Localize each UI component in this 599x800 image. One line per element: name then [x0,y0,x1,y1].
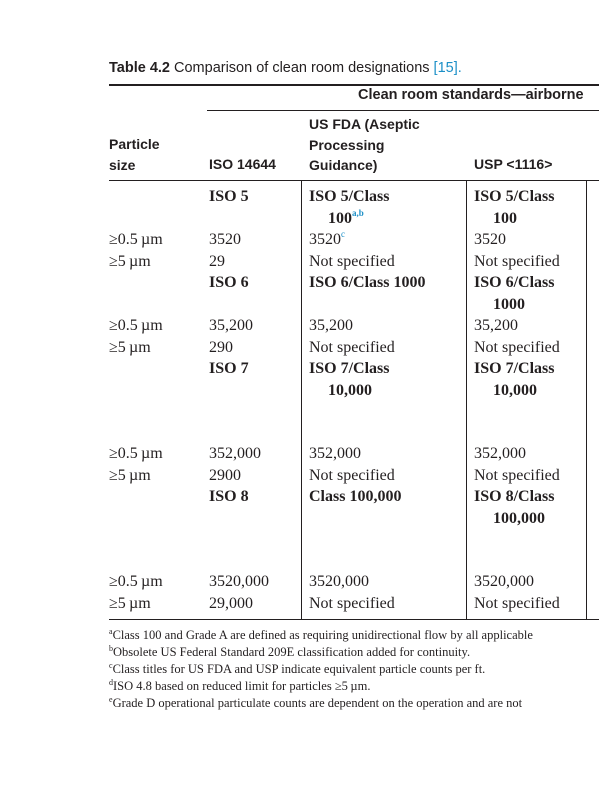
table-number: Table 4.2 [109,60,170,76]
footnote-mark: c [109,661,113,670]
column-divider-fda [301,181,302,619]
fda-class-label [309,358,389,401]
label-line: 100 [493,209,517,227]
footnote-mark: a [109,627,113,636]
column-header-particle-size [109,134,160,175]
label-line: 100,000 [493,509,545,527]
top-rule [109,84,599,86]
column-header-iso [209,154,276,175]
particle-size-cell: ≥5 µm [109,595,151,612]
header-bottom-rule [109,180,599,181]
label-line: 1000 [493,295,525,313]
header-line: USP <1116> [474,156,553,172]
fda-count-cell: Not specified [309,467,395,484]
usp-count-cell: 35,200 [474,317,518,334]
iso-class-label: ISO 5 [209,188,249,205]
fda-class-label [309,486,401,508]
particle-size-cell: ≥5 µm [109,339,151,356]
iso-class-label: ISO 6 [209,274,249,291]
label-line: ISO 6/Class [474,274,555,291]
label-line: ISO 5/Class [474,188,555,205]
iso-count-cell: 3520 [209,231,241,248]
particle-size-cell: ≥0.5 µm [109,317,163,334]
usp-count-cell: Not specified [474,595,560,612]
footnote-text: ISO 4.8 based on reduced limit for particles ≥5 µm. [113,679,371,693]
label-line: ISO 5/Class [309,188,390,205]
footnote [109,696,522,710]
fda-count-cell: 352,000 [309,445,361,462]
iso-count-cell: 29,000 [209,595,253,612]
column-header-fda [309,114,420,176]
footnote-ref[interactable]: a,b [352,207,364,218]
usp-count-cell: 352,000 [474,445,526,462]
column-header-usp [474,154,552,175]
label-line: 10,000 [493,381,537,399]
particle-size-cell: ≥5 µm [109,467,151,484]
usp-class-label [474,486,554,529]
usp-class-label [474,272,554,315]
column-divider-next [586,181,587,619]
footnote-text: Class 100 and Grade A are defined as requiring unidirectional flow by all applicable [112,628,533,642]
citation-link[interactable]: [15]. [433,60,462,76]
footnote-text: Class titles for US FDA and USP indicate equivalent particle counts per ft. [112,662,486,676]
iso-count-cell: 352,000 [209,445,261,462]
usp-count-cell: 3520,000 [474,573,534,590]
footnote-mark: b [109,644,113,653]
table-bottom-rule [109,619,599,620]
footnote [109,645,470,659]
usp-class-label [474,358,554,401]
usp-count-cell: 3520 [474,231,506,248]
header-line: size [109,156,136,173]
label-line: ISO 8/Class [474,488,555,505]
footnote [109,628,533,642]
label-text: 100 [328,209,352,227]
header-line: ISO 14644 [209,156,276,172]
label-line [309,208,389,230]
group-header: Clean room standards—airborne [358,87,584,103]
label-line: ISO 7/Class [309,360,390,377]
fda-count-cell [309,229,345,251]
iso-count-cell: 35,200 [209,317,253,334]
header-line: US FDA (Aseptic [309,116,420,132]
footnote [109,662,485,676]
header-line: Processing [309,136,385,153]
iso-count-cell: 290 [209,339,233,356]
footnote-mark: d [109,678,113,687]
particle-size-cell: ≥0.5 µm [109,231,163,248]
label-line: Class 100,000 [309,488,402,505]
fda-count-cell: Not specified [309,595,395,612]
footnote [109,679,370,693]
fda-count-cell: 35,200 [309,317,353,334]
footnote-text: Grade D operational particulate counts are dependent on the operation and are not [112,696,523,710]
iso-class-label: ISO 7 [209,360,249,377]
footnote-text: Obsolete US Federal Standard 209E classification added for continuity. [113,645,471,659]
iso-count-cell: 29 [209,253,225,270]
iso-class-label: ISO 8 [209,488,249,505]
header-line: Guidance) [309,157,378,173]
footnote-mark: e [109,695,113,704]
fda-class-label [309,272,425,294]
label-line: 10,000 [328,381,372,399]
fda-count-cell: Not specified [309,253,395,270]
footnote-ref[interactable]: c [341,229,345,239]
fda-class-label [309,186,389,229]
table-caption [109,60,462,76]
usp-count-cell: Not specified [474,467,560,484]
iso-count-cell: 3520,000 [209,573,269,590]
fda-count-cell: 3520,000 [309,573,369,590]
header-line: Particle [109,136,160,152]
label-line: ISO 7/Class [474,360,555,377]
group-header-rule [207,110,599,111]
table-title: Comparison of clean room designations [174,60,430,76]
particle-size-cell: ≥5 µm [109,253,151,270]
usp-count-cell: Not specified [474,253,560,270]
usp-count-cell: Not specified [474,339,560,356]
fda-count-cell: Not specified [309,339,395,356]
particle-size-cell: ≥0.5 µm [109,445,163,462]
particle-size-cell: ≥0.5 µm [109,573,163,590]
column-divider-usp [466,181,467,619]
label-line: ISO 6/Class 1000 [309,274,426,291]
usp-class-label [474,186,554,229]
cell-text: 3520 [309,231,341,248]
iso-count-cell: 2900 [209,467,241,484]
